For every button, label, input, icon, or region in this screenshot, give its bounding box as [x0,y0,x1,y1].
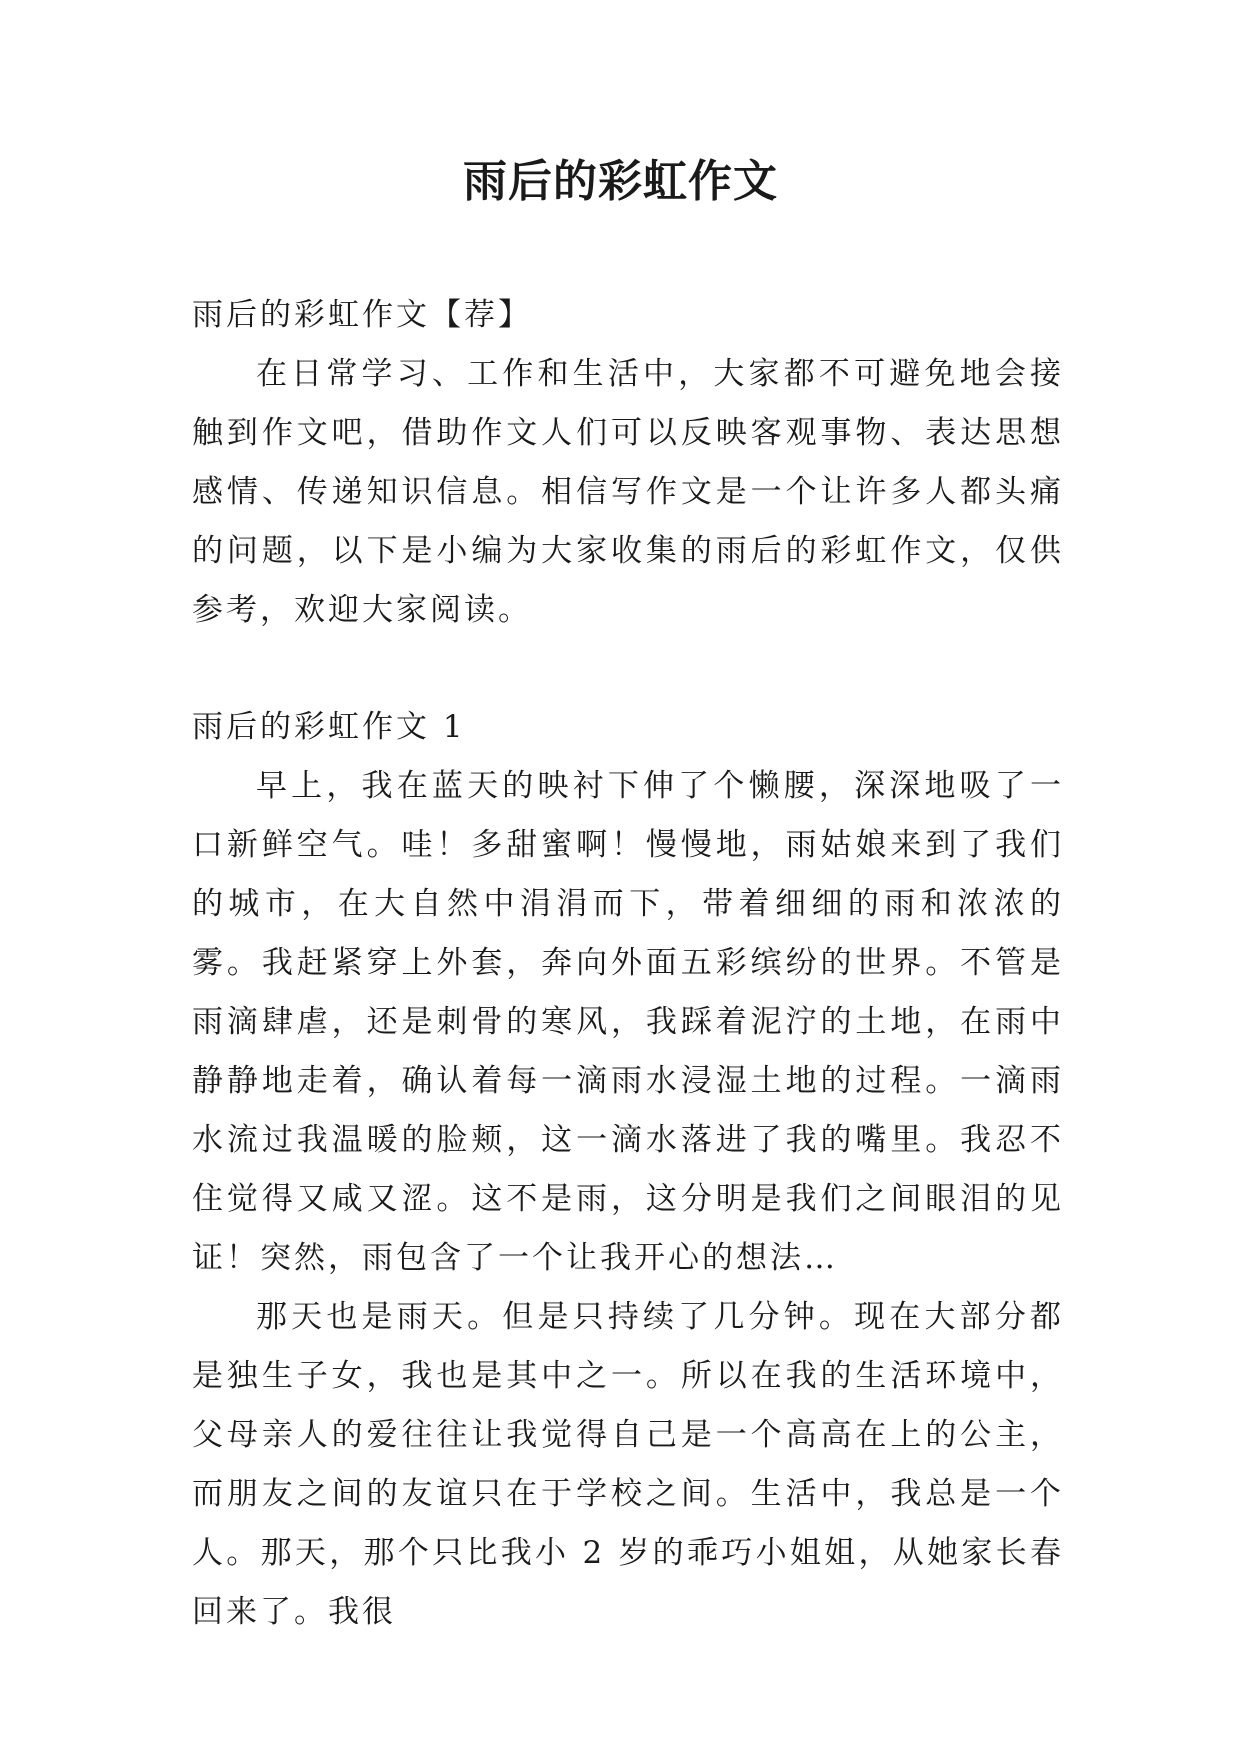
section-spacer [192,640,1064,698]
body-paragraph-2: 那天也是雨天。但是只持续了几分钟。现在大部分都是独生子女，我也是其中之一。所以在我的生活环境中，父母亲人的爱往往让我觉得自己是一个高高在上的公主，而朋友之间的友谊只在于学校之间。生活中，我总是一个人。那天，那个只比我小 2 岁的乖巧小姐姐，从她家长春回来了。我很 [192,1299,1064,1630]
intro-paragraph: 在日常学习、工作和生活中，大家都不可避免地会接触到作文吧，借助作文人们可以反映客观事物、表达思想感情、传递知识信息。相信写作文是一个让许多人都头痛的问题，以下是小编为大家收集的雨后的彩虹作文，仅供参考，欢迎大家阅读。 [192,356,1064,628]
article-subtitle: 雨后的彩虹作文【荐】 [192,297,532,333]
body-paragraph-1: 早上，我在蓝天的映衬下伸了个懒腰，深深地吸了一口新鲜空气。哇！多甜蜜啊！慢慢地，雨姑娘来到了我们的城市，在大自然中涓涓而下，带着细细的雨和浓浓的雾。我赶紧穿上外套，奔向外面五彩缤纷的世界。不管是雨滴肆虐，还是刺骨的寒风，我踩着泥泞的土地，在雨中静静地走着，确认着每一滴雨水浸湿土地的过程。一滴雨水流过我温暖的脸颊，这一滴水落进了我的嘴里。我忍不住觉得又咸又涩。这不是雨，这分明是我们之间眼泪的见证！突然，雨包含了一个让我开心的想法… [192,768,1064,1276]
document-body [192,286,1064,1642]
page-title: 雨后的彩虹作文 [463,156,778,207]
section-heading: 雨后的彩虹作文 1 [192,709,466,745]
